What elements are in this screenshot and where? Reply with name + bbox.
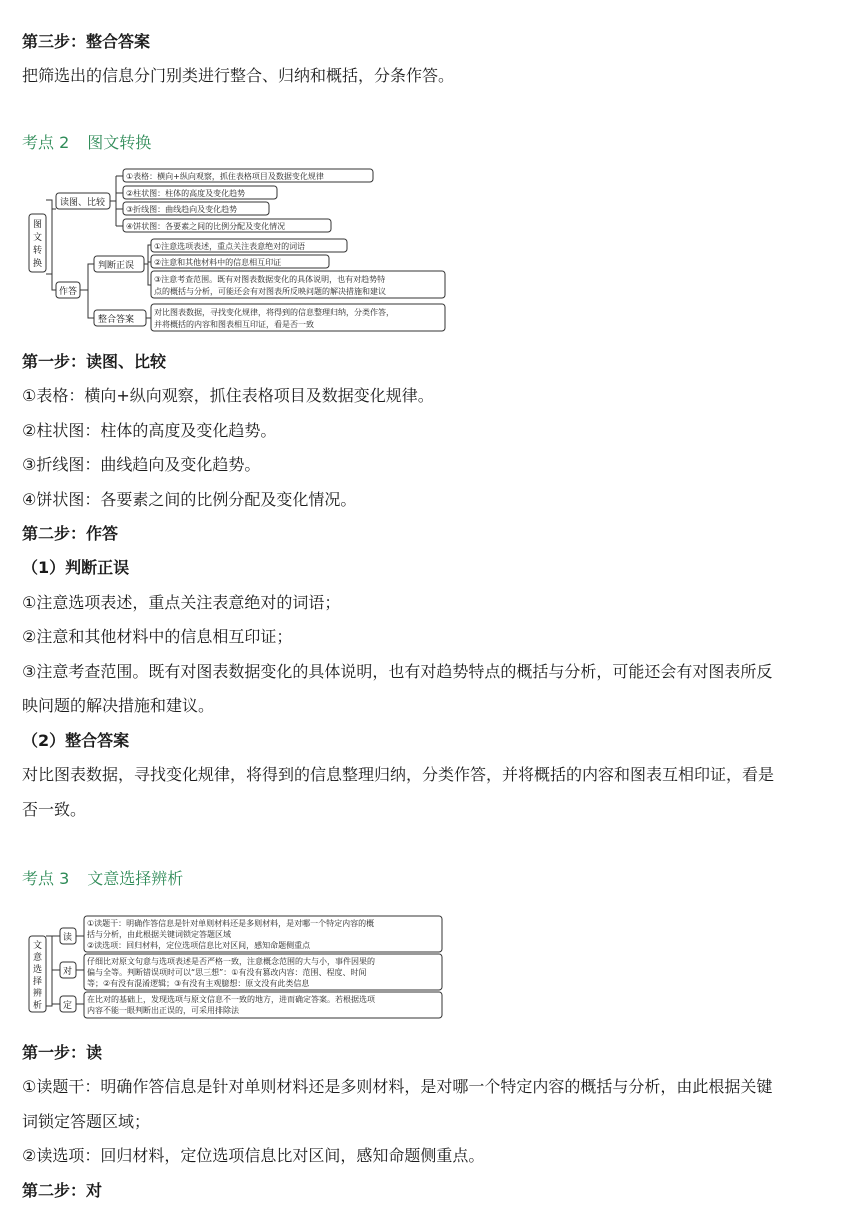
mindmap3-leaf: 内容不能一眼判断出正误的，可采用排除法 — [87, 1006, 239, 1015]
mindmap-leaf: 并将概括的内容和图表相互印证，看是否一致 — [154, 320, 314, 329]
mindmap3-root-char: 择 — [33, 977, 43, 987]
mindmap-leaf: ④饼状图：各要素之间的比例分配及变化情况 — [126, 222, 286, 231]
kaodian-2-heading — [22, 133, 151, 153]
mindmap-root-bracket — [46, 200, 52, 274]
mindmap3-leaf: ①读题干：明确作答信息是针对单则材料还是多则材料，是对哪一个特定内容的概 — [87, 919, 375, 928]
kd3-step1-title: 第一步：读 — [22, 1043, 103, 1062]
mindmap-leaf: ③注意考查范围。既有对图表数据变化的具体说明，也有对趋势特 — [154, 275, 386, 284]
mindmap-root-connectors — [52, 200, 56, 290]
kd2-sub1-item: ①注意选项表述，重点关注表意绝对的词语； — [22, 593, 341, 612]
mindmap-tuwen-zhuanhuan — [28, 164, 453, 334]
mindmap3-root-char: 选 — [33, 965, 43, 975]
kd2-sub1-item: ②注意和其他材料中的信息相互印证； — [22, 627, 293, 646]
kd2-sub2-title: （2）整合答案 — [22, 731, 130, 750]
mindmap-branch-dutu-label: 读图、比较 — [60, 198, 106, 208]
mindmap3-node-ding-label: 定 — [63, 1001, 73, 1011]
mindmap3-node-dui-label: 对 — [63, 967, 73, 977]
mindmap-root-char: 文 — [33, 233, 43, 243]
step3-title: 第三步：整合答案 — [22, 32, 151, 51]
mindmap3-leaf: ②读选项：回归材料，定位选项信息比对区间，感知命题侧重点 — [87, 941, 311, 950]
mindmap-node-zhenghe-label: 整合答案 — [98, 315, 135, 325]
kd3-step1-item: ①读题干：明确作答信息是针对单则材料还是多则材料，是对哪一个特定内容的概括与分析，由此根据关键 — [22, 1077, 773, 1096]
mindmap-node-panduan-label: 判断正误 — [98, 261, 135, 271]
mindmap-leaf: ②注意和其他材料中的信息相互印证 — [154, 258, 282, 267]
kd2-step1-title: 第一步：读图、比较 — [22, 352, 167, 371]
kaodian-3-heading — [22, 869, 183, 889]
mindmap3-leaf: 仔细比对原文句意与选项表述是否严格一致，注意概念范围的大与小，事件因果的 — [87, 957, 375, 966]
kd2-step1-item: ③折线图：曲线趋向及变化趋势。 — [22, 455, 261, 474]
kd2-sub2-line: 否一致。 — [22, 800, 87, 819]
kaodian-3-label: 考点 3 — [22, 869, 70, 888]
mindmap-leaf: ②柱状图：柱体的高度及变化趋势 — [126, 189, 246, 198]
kaodian-2-name: 图文转换 — [87, 133, 152, 152]
mindmap3-root-char: 辨 — [33, 989, 43, 999]
mindmap-leaf: ①注意选项表述，重点关注表意绝对的词语 — [154, 242, 306, 251]
kd2-step1-item: ②柱状图：柱体的高度及变化趋势。 — [22, 421, 277, 440]
kd3-step1-item: 词锁定答题区域； — [22, 1112, 151, 1131]
mindmap-root-char: 换 — [33, 259, 43, 269]
mindmap-root-char: 图 — [33, 220, 43, 230]
step3-text: 把筛选出的信息分门别类进行整合、归纳和概括，分条作答。 — [22, 66, 455, 85]
mindmap-branch-zuoda-label: 作答 — [59, 287, 78, 297]
kd2-sub1-item: 映问题的解决措施和建议。 — [22, 696, 215, 715]
mindmap3-node-du-label: 读 — [63, 933, 73, 943]
mindmap-leaf: ①表格：横向+纵向观察，抓住表格项目及数据变化规律 — [126, 172, 324, 181]
kd3-step1-item: ②读选项：回归材料，定位选项信息比对区间，感知命题侧重点。 — [22, 1146, 485, 1165]
kaodian-2-label: 考点 2 — [22, 133, 70, 152]
mindmap-leaf: 点的概括与分析，可能还会有对图表所反映问题的解决措施和建议 — [154, 287, 386, 296]
mindmap3-root-char: 析 — [33, 1001, 43, 1011]
kd2-sub1-item: ③注意考查范围。既有对图表数据变化的具体说明，也有对趋势特点的概括与分析，可能还会有对图表所反 — [22, 662, 773, 681]
mindmap3-leaf: 等；②有没有混淆逻辑；③有没有主观臆想：原文没有此类信息 — [87, 979, 310, 988]
kd2-sub2-line: 对比图表数据，寻找变化规律，将得到的信息整理归纳，分类作答，并将概括的内容和图表互相印证，看是 — [22, 765, 775, 784]
kd2-step2-title: 第二步：作答 — [22, 524, 119, 543]
kd2-step1-item: ①表格：横向+纵向观察，抓住表格项目及数据变化规律。 — [22, 386, 434, 405]
mindmap-leaf: ③折线图：曲线趋向及变化趋势 — [126, 205, 238, 214]
mindmap-root-char: 转 — [33, 246, 43, 256]
mindmap-wenyi-xuanze — [28, 912, 448, 1024]
mindmap3-leaf: 在比对的基础上，发现选项与原文信息不一致的地方，进而确定答案。若根据选项 — [87, 995, 375, 1004]
kaodian-3-name: 文意选择辨析 — [87, 869, 184, 888]
kd3-step2-title: 第二步：对 — [22, 1181, 103, 1200]
kd2-step1-item: ④饼状图：各要素之间的比例分配及变化情况。 — [22, 490, 357, 509]
mindmap3-leaf: 括与分析，由此根据关键词锁定答题区域 — [87, 930, 231, 939]
mindmap-leaf: 对比图表数据，寻找变化规律，将得到的信息整理归纳，分类作答， — [154, 308, 394, 317]
kd2-sub1-title: （1）判断正误 — [22, 558, 130, 577]
mindmap3-root-char: 文 — [33, 941, 43, 951]
mindmap3-root-char: 意 — [33, 953, 43, 963]
mindmap3-leaf: 偏与全等。判断错误项时可以“思三想”：①有没有篡改内容：范围、程度、时间 — [87, 968, 367, 977]
